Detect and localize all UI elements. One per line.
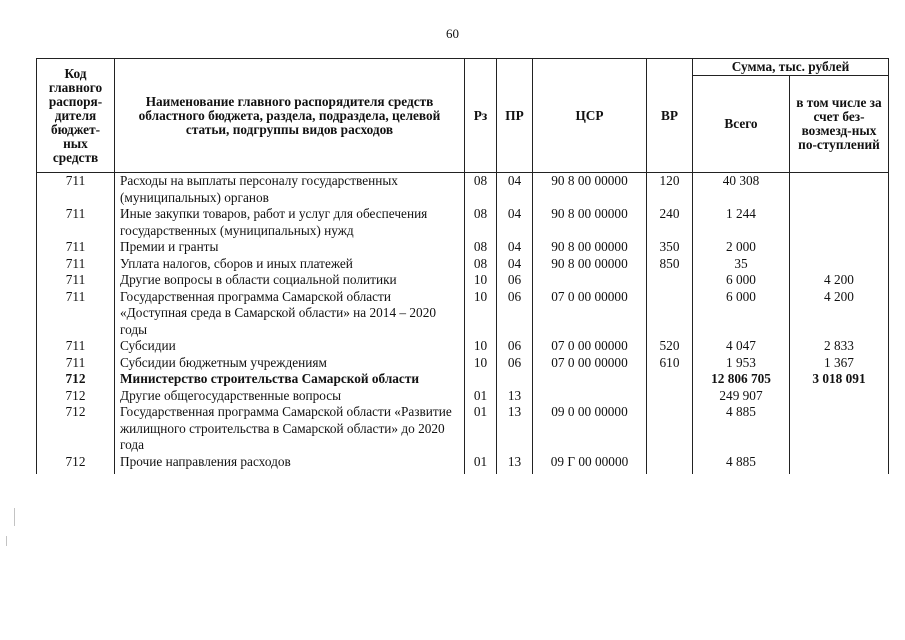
cell-csr: 07 0 00 00000 <box>533 355 647 372</box>
table-row <box>37 371 889 388</box>
header-csr: ЦСР <box>533 59 647 173</box>
table-body <box>37 173 889 475</box>
cell-code: 711 <box>37 289 115 339</box>
cell-name: Премии и гранты <box>115 239 465 256</box>
header-name: Наименование главного распорядителя средств областного бюджета, раздела, подраздела, целевой статьи, подгруппы видов расходов <box>115 59 465 173</box>
cell-rz: 10 <box>465 338 497 355</box>
cell-pr: 04 <box>497 206 533 239</box>
header-vr: ВР <box>647 59 693 173</box>
cell-name: Прочие направления расходов <box>115 454 465 475</box>
cell-name: Субсидии <box>115 338 465 355</box>
table-row <box>37 404 889 454</box>
cell-pr: 06 <box>497 355 533 372</box>
header-rz: Рз <box>465 59 497 173</box>
cell-csr <box>533 371 647 388</box>
cell-vr: 850 <box>647 256 693 273</box>
cell-gratuitous: 1 367 <box>790 355 889 372</box>
cell-csr: 09 0 00 00000 <box>533 404 647 454</box>
cell-total: 12 806 705 <box>693 371 790 388</box>
cell-code: 711 <box>37 173 115 207</box>
cell-total: 2 000 <box>693 239 790 256</box>
cell-csr <box>533 388 647 405</box>
table-row <box>37 289 889 339</box>
cell-total: 4 885 <box>693 404 790 454</box>
cell-name: Субсидии бюджетным учреждениям <box>115 355 465 372</box>
table-header <box>37 59 889 173</box>
header-code: Код главного распоря-дителя бюджет-ных средств <box>37 59 115 173</box>
cell-gratuitous: 4 200 <box>790 289 889 339</box>
cell-vr: 120 <box>647 173 693 207</box>
cell-code: 711 <box>37 256 115 273</box>
header-sum: Сумма, тыс. рублей <box>693 59 889 76</box>
cell-name: Иные закупки товаров, работ и услуг для обеспечения государственных (муниципальных) нужд <box>115 206 465 239</box>
cell-csr: 90 8 00 00000 <box>533 256 647 273</box>
header-pr: ПР <box>497 59 533 173</box>
cell-gratuitous: 2 833 <box>790 338 889 355</box>
cell-csr: 90 8 00 00000 <box>533 206 647 239</box>
cell-code: 711 <box>37 206 115 239</box>
cell-total: 1 244 <box>693 206 790 239</box>
cell-pr: 04 <box>497 256 533 273</box>
table-row <box>37 454 889 475</box>
cell-gratuitous <box>790 454 889 475</box>
cell-pr <box>497 371 533 388</box>
table-row <box>37 338 889 355</box>
cell-rz: 01 <box>465 388 497 405</box>
cell-rz: 01 <box>465 404 497 454</box>
cell-vr: 240 <box>647 206 693 239</box>
header-gratuitous: в том числе за счет без-возмезд-ных по-ступлений <box>790 76 889 173</box>
cell-vr <box>647 289 693 339</box>
cell-gratuitous <box>790 173 889 207</box>
cell-gratuitous: 3 018 091 <box>790 371 889 388</box>
table-row <box>37 272 889 289</box>
cell-total: 40 308 <box>693 173 790 207</box>
cell-code: 712 <box>37 454 115 475</box>
cell-code: 711 <box>37 239 115 256</box>
cell-vr <box>647 454 693 475</box>
page-number: 60 <box>446 26 459 41</box>
cell-total: 1 953 <box>693 355 790 372</box>
cell-vr <box>647 371 693 388</box>
cell-vr: 350 <box>647 239 693 256</box>
cell-name: Министерство строительства Самарской области <box>115 371 465 388</box>
scan-mark <box>14 508 15 526</box>
cell-gratuitous: 4 200 <box>790 272 889 289</box>
cell-total: 6 000 <box>693 289 790 339</box>
cell-vr <box>647 388 693 405</box>
cell-pr: 04 <box>497 239 533 256</box>
cell-vr: 610 <box>647 355 693 372</box>
table-row <box>37 388 889 405</box>
cell-pr: 13 <box>497 388 533 405</box>
cell-rz: 10 <box>465 355 497 372</box>
cell-pr: 06 <box>497 272 533 289</box>
cell-csr: 07 0 00 00000 <box>533 338 647 355</box>
cell-rz: 08 <box>465 206 497 239</box>
cell-vr: 520 <box>647 338 693 355</box>
table-row <box>37 173 889 207</box>
cell-name: Уплата налогов, сборов и иных платежей <box>115 256 465 273</box>
cell-csr: 90 8 00 00000 <box>533 173 647 207</box>
scan-mark <box>6 536 7 546</box>
cell-name: Другие вопросы в области социальной политики <box>115 272 465 289</box>
cell-rz: 10 <box>465 272 497 289</box>
cell-gratuitous <box>790 239 889 256</box>
cell-name: Расходы на выплаты персоналу государственных (муниципальных) органов <box>115 173 465 207</box>
cell-rz: 08 <box>465 239 497 256</box>
cell-csr: 07 0 00 00000 <box>533 289 647 339</box>
cell-code: 712 <box>37 404 115 454</box>
cell-pr: 13 <box>497 454 533 475</box>
cell-pr: 06 <box>497 289 533 339</box>
cell-pr: 13 <box>497 404 533 454</box>
cell-code: 711 <box>37 338 115 355</box>
cell-code: 711 <box>37 272 115 289</box>
cell-name: Государственная программа Самарской области «Доступная среда в Самарской области» на 2014 – 2020 годы <box>115 289 465 339</box>
cell-pr: 06 <box>497 338 533 355</box>
cell-total: 4 047 <box>693 338 790 355</box>
budget-table <box>36 58 889 474</box>
cell-code: 712 <box>37 388 115 405</box>
cell-total: 249 907 <box>693 388 790 405</box>
cell-total: 4 885 <box>693 454 790 475</box>
cell-vr <box>647 404 693 454</box>
cell-code: 712 <box>37 371 115 388</box>
table-row <box>37 206 889 239</box>
cell-rz: 08 <box>465 256 497 273</box>
cell-rz <box>465 371 497 388</box>
header-total: Всего <box>693 76 790 173</box>
cell-gratuitous <box>790 206 889 239</box>
cell-code: 711 <box>37 355 115 372</box>
cell-csr <box>533 272 647 289</box>
cell-rz: 08 <box>465 173 497 207</box>
cell-total: 35 <box>693 256 790 273</box>
table-row <box>37 355 889 372</box>
cell-pr: 04 <box>497 173 533 207</box>
cell-csr: 90 8 00 00000 <box>533 239 647 256</box>
table-row <box>37 256 889 273</box>
cell-name: Другие общегосударственные вопросы <box>115 388 465 405</box>
cell-gratuitous <box>790 388 889 405</box>
cell-gratuitous <box>790 256 889 273</box>
cell-vr <box>647 272 693 289</box>
table-row <box>37 239 889 256</box>
cell-total: 6 000 <box>693 272 790 289</box>
cell-rz: 01 <box>465 454 497 475</box>
cell-csr: 09 Г 00 00000 <box>533 454 647 475</box>
cell-rz: 10 <box>465 289 497 339</box>
cell-name: Государственная программа Самарской области «Развитие жилищного строительства в Самарской области» до 2020 года <box>115 404 465 454</box>
cell-gratuitous <box>790 404 889 454</box>
